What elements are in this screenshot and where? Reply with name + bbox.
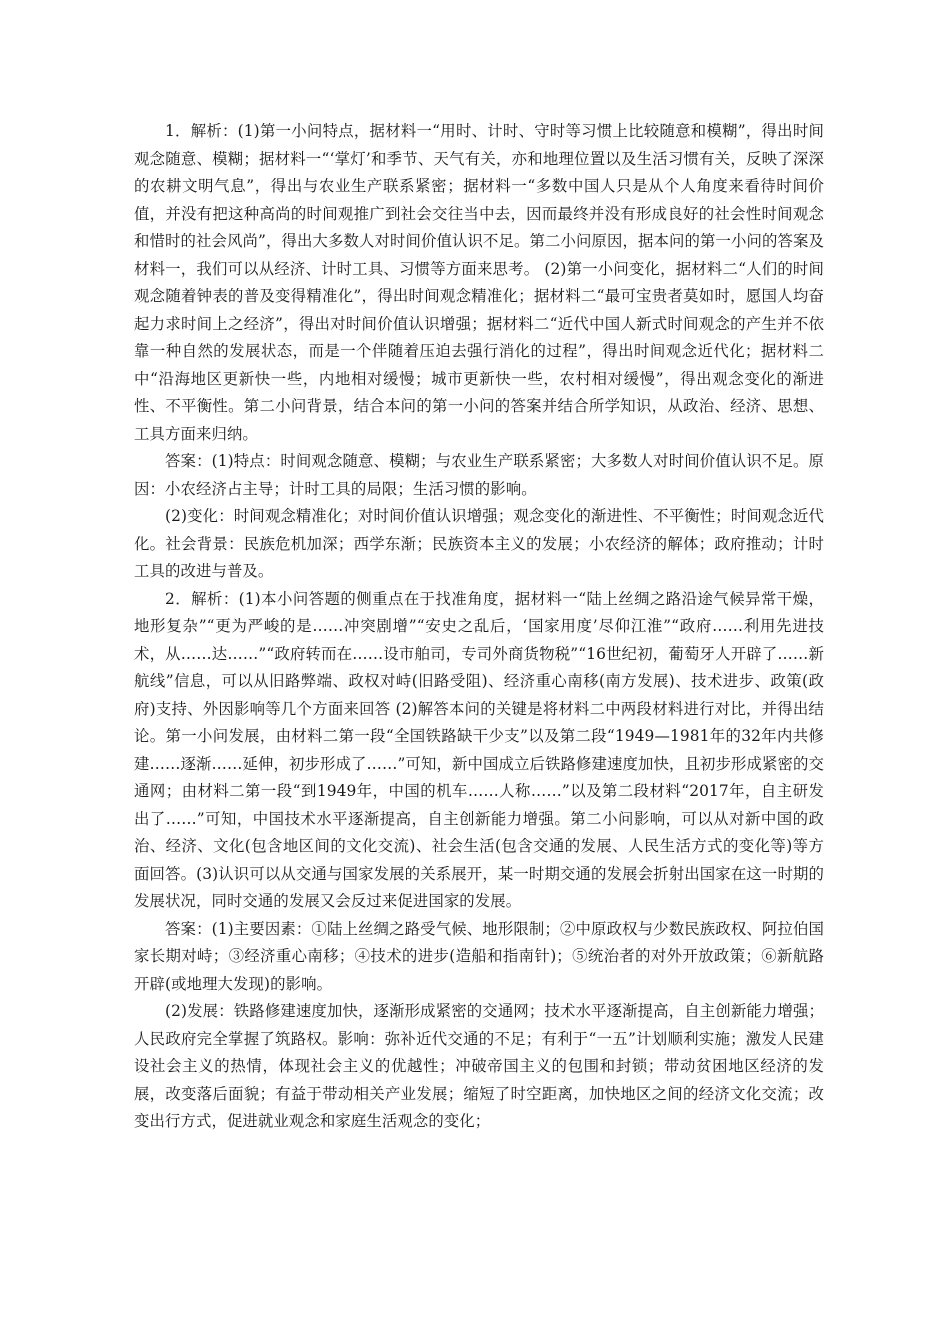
paragraph-q2-analysis: 2．解析：(1)本小问答题的侧重点在于找准角度，据材料一“陆上丝绸之路沿途气候异常干燥，地形复杂”“更为严峻的是……冲突剧增”“安史之乱后，‘国家用度’尽仰江淮”“政府……利用先进技术，从……达……”“政府转而在……设市舶司，专司外商货物税”“16世纪初，葡萄牙人开辟了……新航线”信息，可以从旧路弊端、政权对峙(旧路受阻)、经济重心南移(南方发展)、技术进步、政策(政府)支持、外因影响等几个方面来回答 (2)解答本问的关键是将材料二中两段材料进行对比，并得出结论。第一小问发展，由材料二第一段“全国铁路缺干少支”以及第二段“1949—1981年的32年内共修建……逐渐……延伸，初步形成了……”可知，新中国成立后铁路修建速度加快，且初步形成紧密的交通网；由材料二第一段“到1949年，中国的机车……人称……”以及第二段材料“2017年，自主研发出了……”可知，中国技术水平逐渐提高，自主创新能力增强。第二小问影响，可以从对新中国的政治、经济、文化(包含地区间的文化交流)、社会生活(包含交通的发展、人民生活方式的变化等)等方面回答。(3)认识可以从交通与国家发展的关系展开，某一时期交通的发展会折射出国家在这一时期的发展状况，同时交通的发展又会反过来促进国家的发展。 xyxy=(134,589,824,910)
paragraph-q2-answer-part2: (2)发展：铁路修建速度加快，逐渐形成紧密的交通网；技术水平逐渐提高，自主创新能力增强；人民政府完全掌握了筑路权。影响：弥补近代交通的不足；有利于“一五”计划顺利实施；激发人民建设社会主义的热情，体现社会主义的优越性；冲破帝国主义的包围和封锁；带动贫困地区经济的发展，改变落后面貌；有益于带动相关产业发展；缩短了时空距离，加快地区之间的经济文化交流；改变出行方式，促进就业观念和家庭生活观念的变化； xyxy=(134,1002,824,1130)
paragraph-q2-answer-part1: 答案：(1)主要因素：①陆上丝绸之路受气候、地形限制；②中原政权与少数民族政权、阿拉伯国家长期对峙；③经济重心南移；④技术的进步(造船和指南针)；⑤统治者的对外开放政策；⑥新航路开辟(或地理大发现)的影响。 xyxy=(134,919,824,993)
paragraph-q1-answer-part2: (2)变化：时间观念精准化；对时间价值认识增强；观念变化的渐进性、不平衡性；时间观念近代化。社会背景：民族危机加深；西学东渐；民族资本主义的发展；小农经济的解体；政府推动；计时工具的改进与普及。 xyxy=(134,507,824,580)
paragraph-q1-answer-part1: 答案：(1)特点：时间观念随意、模糊；与农业生产联系紧密；大多数人对时间价值认识不足。原因：小农经济占主导；计时工具的局限；生活习惯的影响。 xyxy=(134,452,824,498)
answer-document xyxy=(134,118,824,1136)
paragraph-q1-analysis: 1．解析：(1)第一小问特点，据材料一“用时、计时、守时等习惯上比较随意和模糊”，得出时间观念随意、模糊；据材料一“‘掌灯’和季节、天气有关，亦和地理位置以及生活习惯有关，反映了深深的农耕文明气息”，得出与农业生产联系紧密；据材料一“多数中国人只是从个人角度来看待时间价值，并没有把这种高尚的时间观推广到社会交往当中去，因而最终并没有形成良好的社会性时间观念和惜时的社会风尚”，得出大多数人对时间价值认识不足。第二小问原因，据本问的第一小问的答案及材料一，我们可以从经济、计时工具、习惯等方面来思考。 (2)第一小问变化，据材料二“人们的时间观念随着钟表的普及变得精准化”，得出时间观念精准化；据材料二“最可宝贵者莫如时，愿国人均奋起力求时间上之经济”，得出对时间价值认识增强；据材料二“近代中国人新式时间观念的产生并不依靠一种自然的发展状态，而是一个伴随着压迫去强行消化的过程”，得出时间观念近代化；据材料二中“沿海地区更新快一些，内地相对缓慢；城市更新快一些，农村相对缓慢”，得出观念变化的渐进性、不平衡性。第二小问背景，结合本问的第一小问的答案并结合所学知识，从政治、经济、思想、工具方面来归纳。 xyxy=(134,122,824,443)
